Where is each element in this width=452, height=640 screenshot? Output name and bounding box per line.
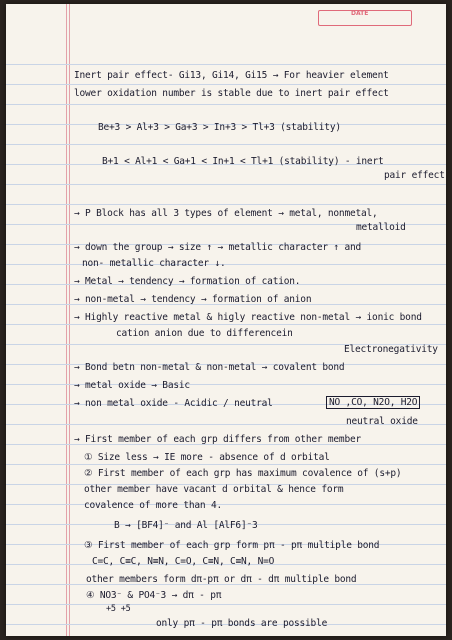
rule-line: [6, 64, 446, 65]
note-line: other members form dπ-pπ or dπ - dπ multiple bond: [86, 574, 357, 585]
note-line: B+1 < Al+1 < Ga+1 < In+1 < Tl+1 (stability) - inert: [102, 156, 384, 167]
rule-line: [6, 144, 446, 145]
rule-line: [6, 504, 446, 505]
rule-line: [6, 464, 446, 465]
note-line: ① Size less → IE more - absence of d orbital: [84, 452, 330, 463]
note-line: → down the group → size ↑ → metallic character ↑ and: [74, 242, 362, 253]
note-line: → non-metal → tendency → formation of anion: [74, 294, 312, 305]
note-line: Electronegativity: [344, 344, 438, 355]
note-line: +5 +5: [106, 604, 131, 614]
rule-line: [6, 204, 446, 205]
note-line: only pπ - pπ bonds are possible: [156, 618, 328, 629]
rule-line: [6, 184, 446, 185]
note-line: other member have vacant d orbital & hence form: [84, 484, 344, 495]
margin-line: [69, 4, 70, 636]
rule-line: [6, 264, 446, 265]
note-line: lower oxidation number is stable due to inert pair effect: [74, 88, 389, 99]
date-box: [318, 10, 412, 26]
note-line: → Metal → tendency → formation of cation.: [74, 276, 301, 287]
margin-line: [66, 4, 67, 636]
rule-line: [6, 384, 446, 385]
note-line: → First member of each grp differs from other member: [74, 434, 362, 445]
neutral-oxide-box: NO ,CO, N2O, H2O: [326, 396, 420, 409]
note-line: → Bond betn non-metal & non-metal → covalent bond: [74, 362, 345, 373]
note-line: C=C, C≡C, N≡N, C=O, C≡N, C≡N, N=O: [92, 556, 275, 567]
note-line: ③ First member of each grp form pπ - pπ multiple bond: [84, 540, 380, 551]
note-line: Be+3 > Al+3 > Ga+3 > In+3 > Tl+3 (stability): [98, 122, 341, 133]
note-line: non- metallic character ↓.: [82, 258, 226, 269]
note-line: covalence of more than 4.: [84, 500, 222, 511]
note-line: metalloid: [356, 222, 406, 233]
note-line: ④ NO3⁻ & PO4⁻3 → dπ - pπ: [86, 590, 222, 601]
note-line: → P Block has all 3 types of element → metal, nonmetal,: [74, 208, 378, 219]
rule-line: [6, 324, 446, 325]
rule-line: [6, 104, 446, 105]
note-line: Inert pair effect- Gi13, Gi14, Gi15 → For heavier element: [74, 70, 389, 81]
rule-line: [6, 84, 446, 85]
rule-line: [6, 604, 446, 605]
note-line: pair effect: [384, 170, 445, 181]
note-line: → Highly reactive metal & higly reactive non-metal → ionic bond: [74, 312, 422, 323]
note-line: → metal oxide → Basic: [74, 380, 190, 391]
note-line: ② First member of each grp has maximum covalence of (s+p): [84, 468, 402, 479]
notebook-page: [6, 4, 446, 636]
date-label: DATE: [351, 10, 369, 17]
note-line: cation anion due to differencein: [116, 328, 293, 339]
note-line: → non metal oxide - Acidic / neutral: [74, 398, 273, 409]
note-line: B → [BF4]⁻ and Al [AlF6]⁻3: [114, 520, 258, 531]
note-line: neutral oxide: [346, 416, 418, 427]
